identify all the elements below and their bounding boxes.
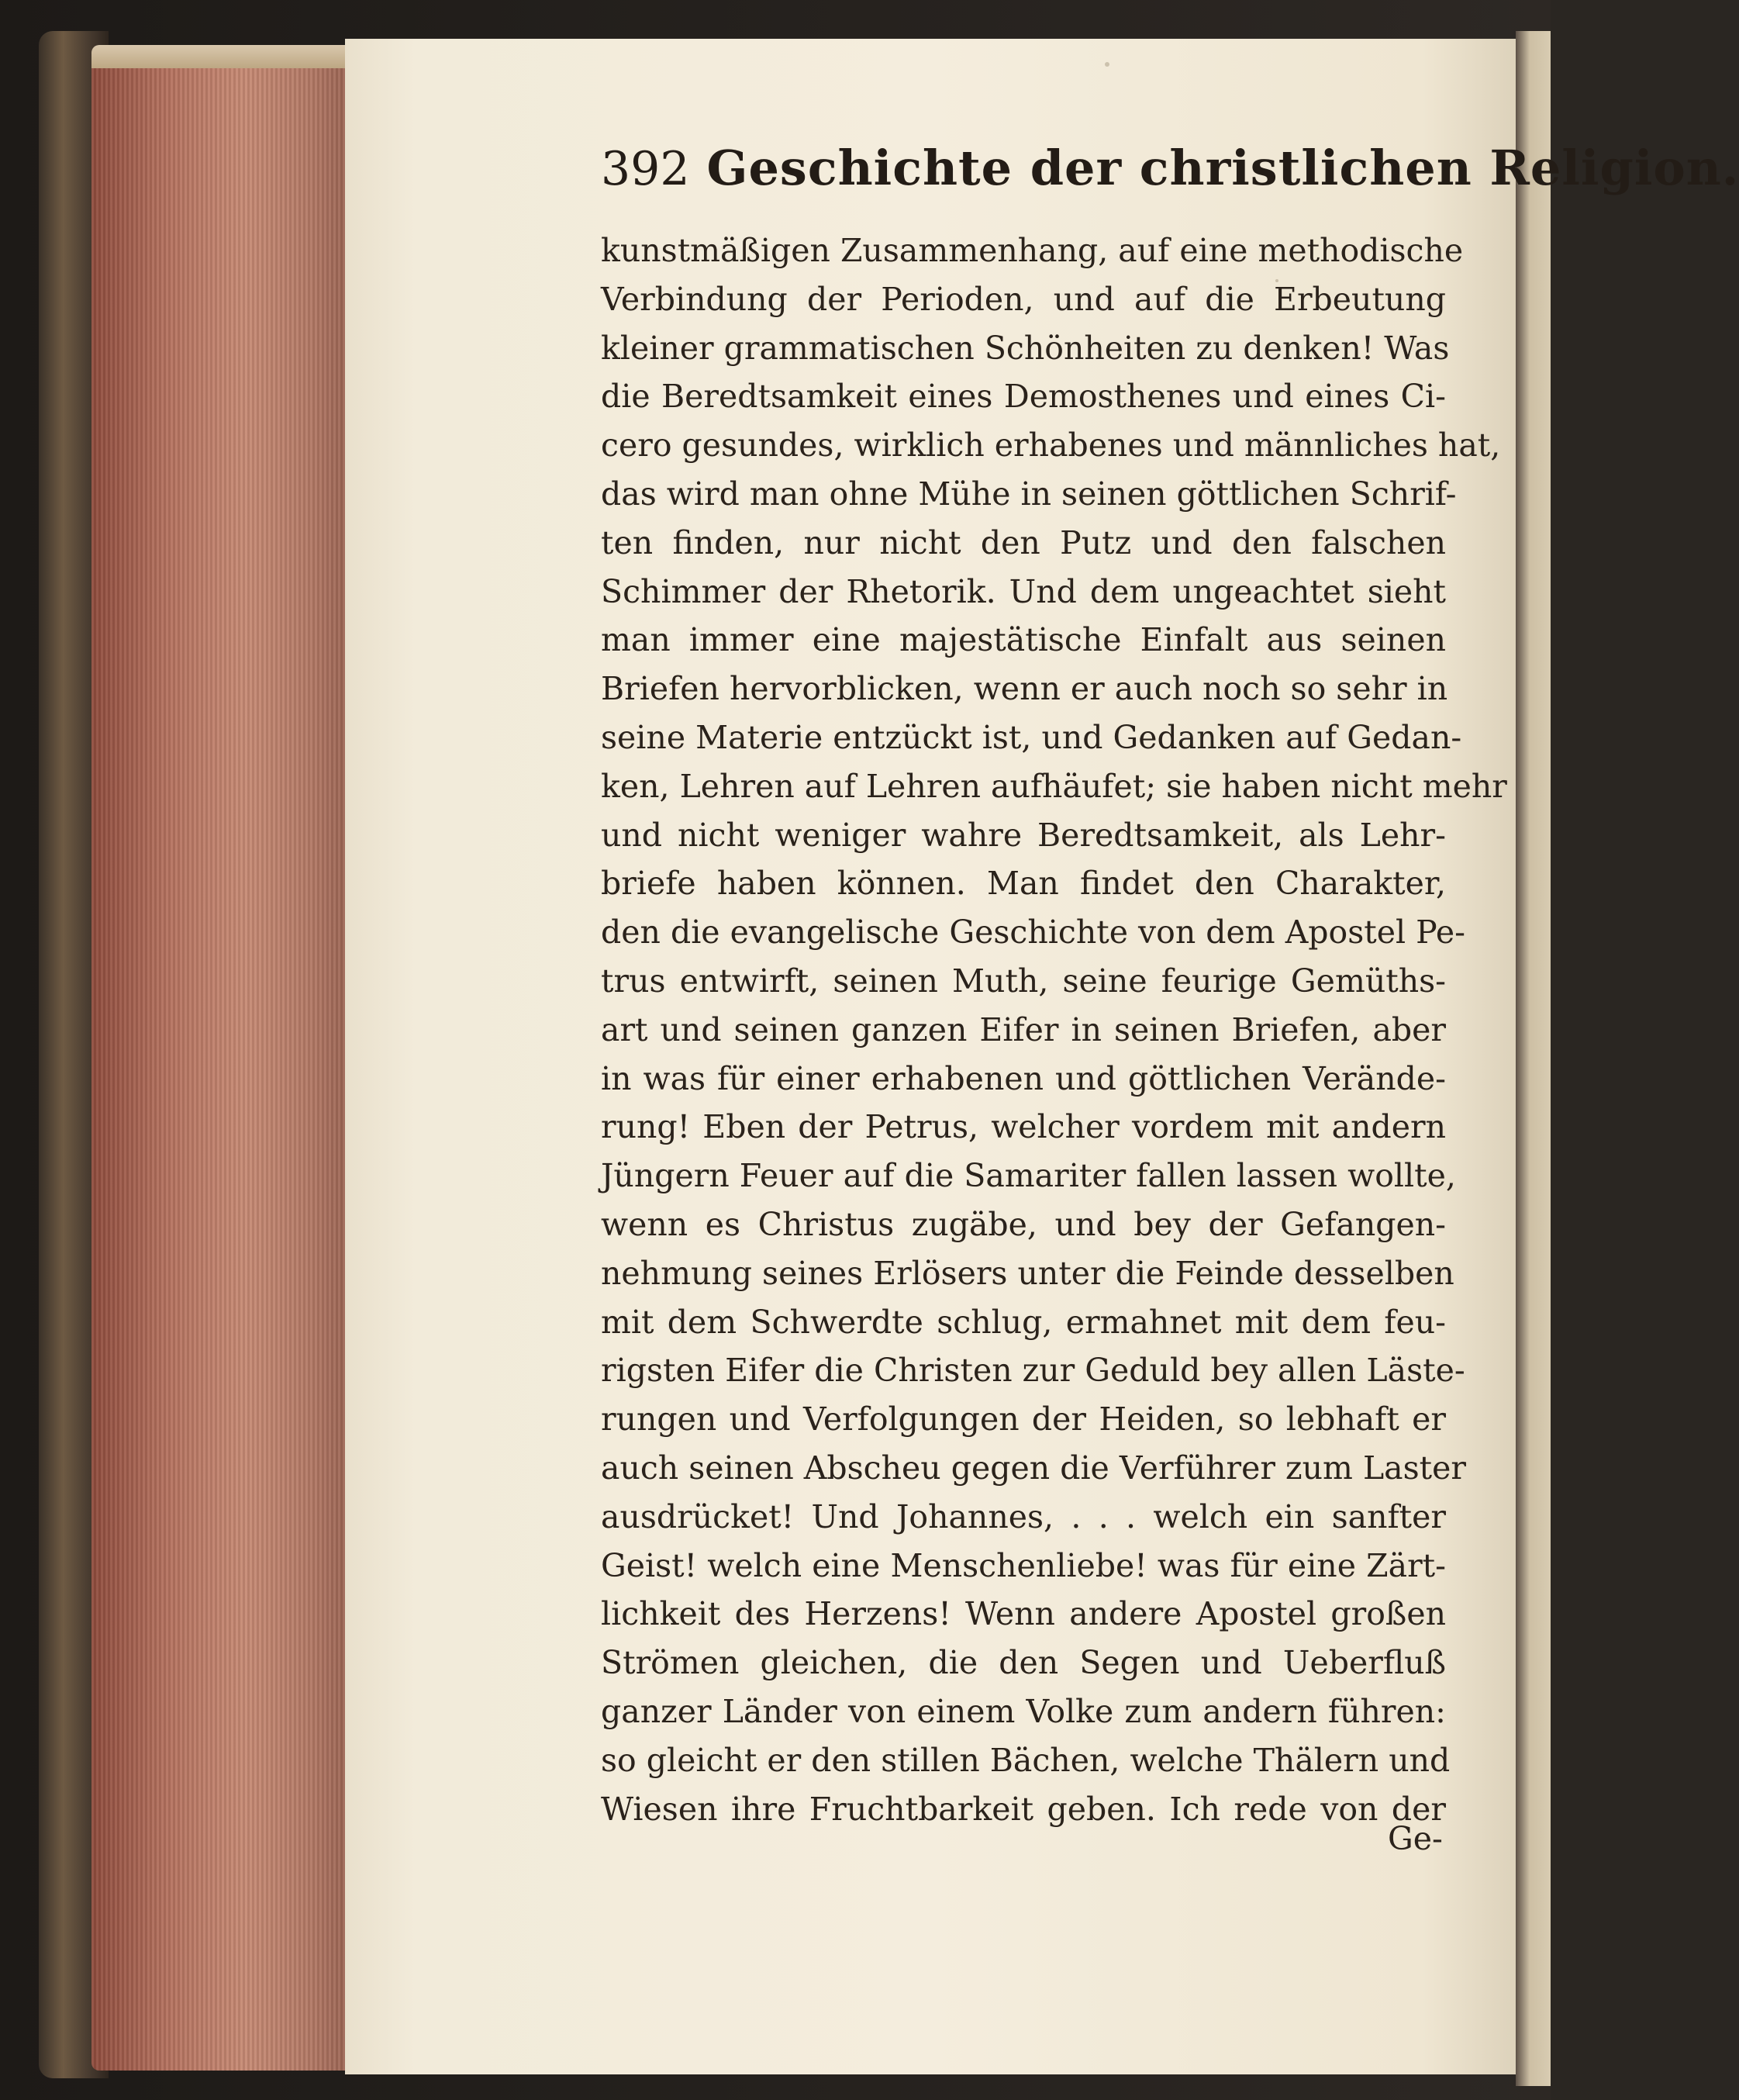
text-line: nehmung seines Erlösers unter die Feinde desselben	[601, 1254, 1454, 1292]
body-text	[601, 226, 1507, 1833]
text-line: kleiner grammatischen Schönheiten zu denken! Was	[601, 329, 1450, 367]
text-line: kunstmäßigen Zusammenhang, auf eine methodische	[601, 232, 1464, 269]
text-line: ausdrücket! Und Johannes, . . . welch ein sanfter	[601, 1497, 1446, 1535]
text-line: das wird man ohne Mühe in seinen göttlichen Schrif-	[601, 475, 1457, 513]
page-fore-edge	[91, 47, 347, 2071]
text-line: briefe haben können. Man findet den Charakter,	[601, 865, 1446, 903]
facing-page-edge	[1516, 31, 1551, 2086]
text-line: auch seinen Abscheu gegen die Verführer zum Laster	[601, 1449, 1467, 1487]
running-header	[601, 140, 1739, 217]
text-line: rung! Eben der Petrus, welcher vordem mit andern	[601, 1108, 1446, 1146]
text-line: seine Materie entzückt ist, und Gedanken auf Gedan-	[601, 718, 1462, 756]
text-line: art und seinen ganzen Eifer in seinen Briefen, aber	[601, 1010, 1446, 1048]
text-line: ken, Lehren auf Lehren aufhäufet; sie haben nicht mehr	[601, 767, 1507, 805]
text-line: rungen und Verfolgungen der Heiden, so lebhaft er	[601, 1401, 1446, 1439]
text-line: Briefen hervorblicken, wenn er auch noch so sehr in	[601, 670, 1448, 708]
text-line: die Beredtsamkeit eines Demosthenes und eines Ci-	[601, 378, 1446, 416]
running-title: Geschichte der christlichen Religion.	[706, 140, 1739, 196]
text-line: so gleicht er den stillen Bächen, welche Thälern und	[601, 1741, 1451, 1779]
text-line: Geist! welch eine Menschenliebe! was für eine Zärt-	[601, 1546, 1446, 1584]
text-line: Wiesen ihre Fruchtbarkeit geben. Ich rede von der	[601, 1790, 1446, 1828]
text-line: ten finden, nur nicht den Putz und den falschen	[601, 523, 1446, 561]
text-line: und nicht weniger wahre Beredtsamkeit, als Lehr-	[601, 816, 1446, 854]
text-line: trus entwirft, seinen Muth, seine feurige Gemüths-	[601, 962, 1446, 1000]
text-line: cero gesundes, wirklich erhabenes und männliches hat,	[601, 427, 1501, 465]
text-line: man immer eine majestätische Einfalt aus seinen	[601, 621, 1446, 659]
catchword: Ge-	[1388, 1820, 1443, 1857]
text-line: in was für einer erhabenen und göttlichen Verände-	[601, 1059, 1446, 1097]
text-line: ganzer Länder von einem Volke zum andern führen:	[601, 1692, 1446, 1730]
text-line: Strömen gleichen, die den Segen und Ueberfluß	[601, 1644, 1446, 1682]
text-line: mit dem Schwerdte schlug, ermahnet mit dem feu-	[601, 1303, 1446, 1341]
text-line: Schimmer der Rhetorik. Und dem ungeachtet sieht	[601, 572, 1446, 610]
text-line: rigsten Eifer die Christen zur Geduld bey allen Läste-	[601, 1352, 1465, 1390]
text-line: Verbindung der Perioden, und auf die Erbeutung	[601, 280, 1446, 318]
page-fore-edge-top	[91, 45, 347, 68]
page-number: 392	[601, 142, 690, 196]
text-line: wenn es Christus zugäbe, und bey der Gefangen-	[601, 1205, 1446, 1243]
text-line: lichkeit des Herzens! Wenn andere Apostel großen	[601, 1595, 1446, 1633]
text-line: den die evangelische Geschichte von dem Apostel Pe-	[601, 914, 1466, 952]
text-line: Jüngern Feuer auf die Samariter fallen lassen wollte,	[601, 1157, 1456, 1195]
